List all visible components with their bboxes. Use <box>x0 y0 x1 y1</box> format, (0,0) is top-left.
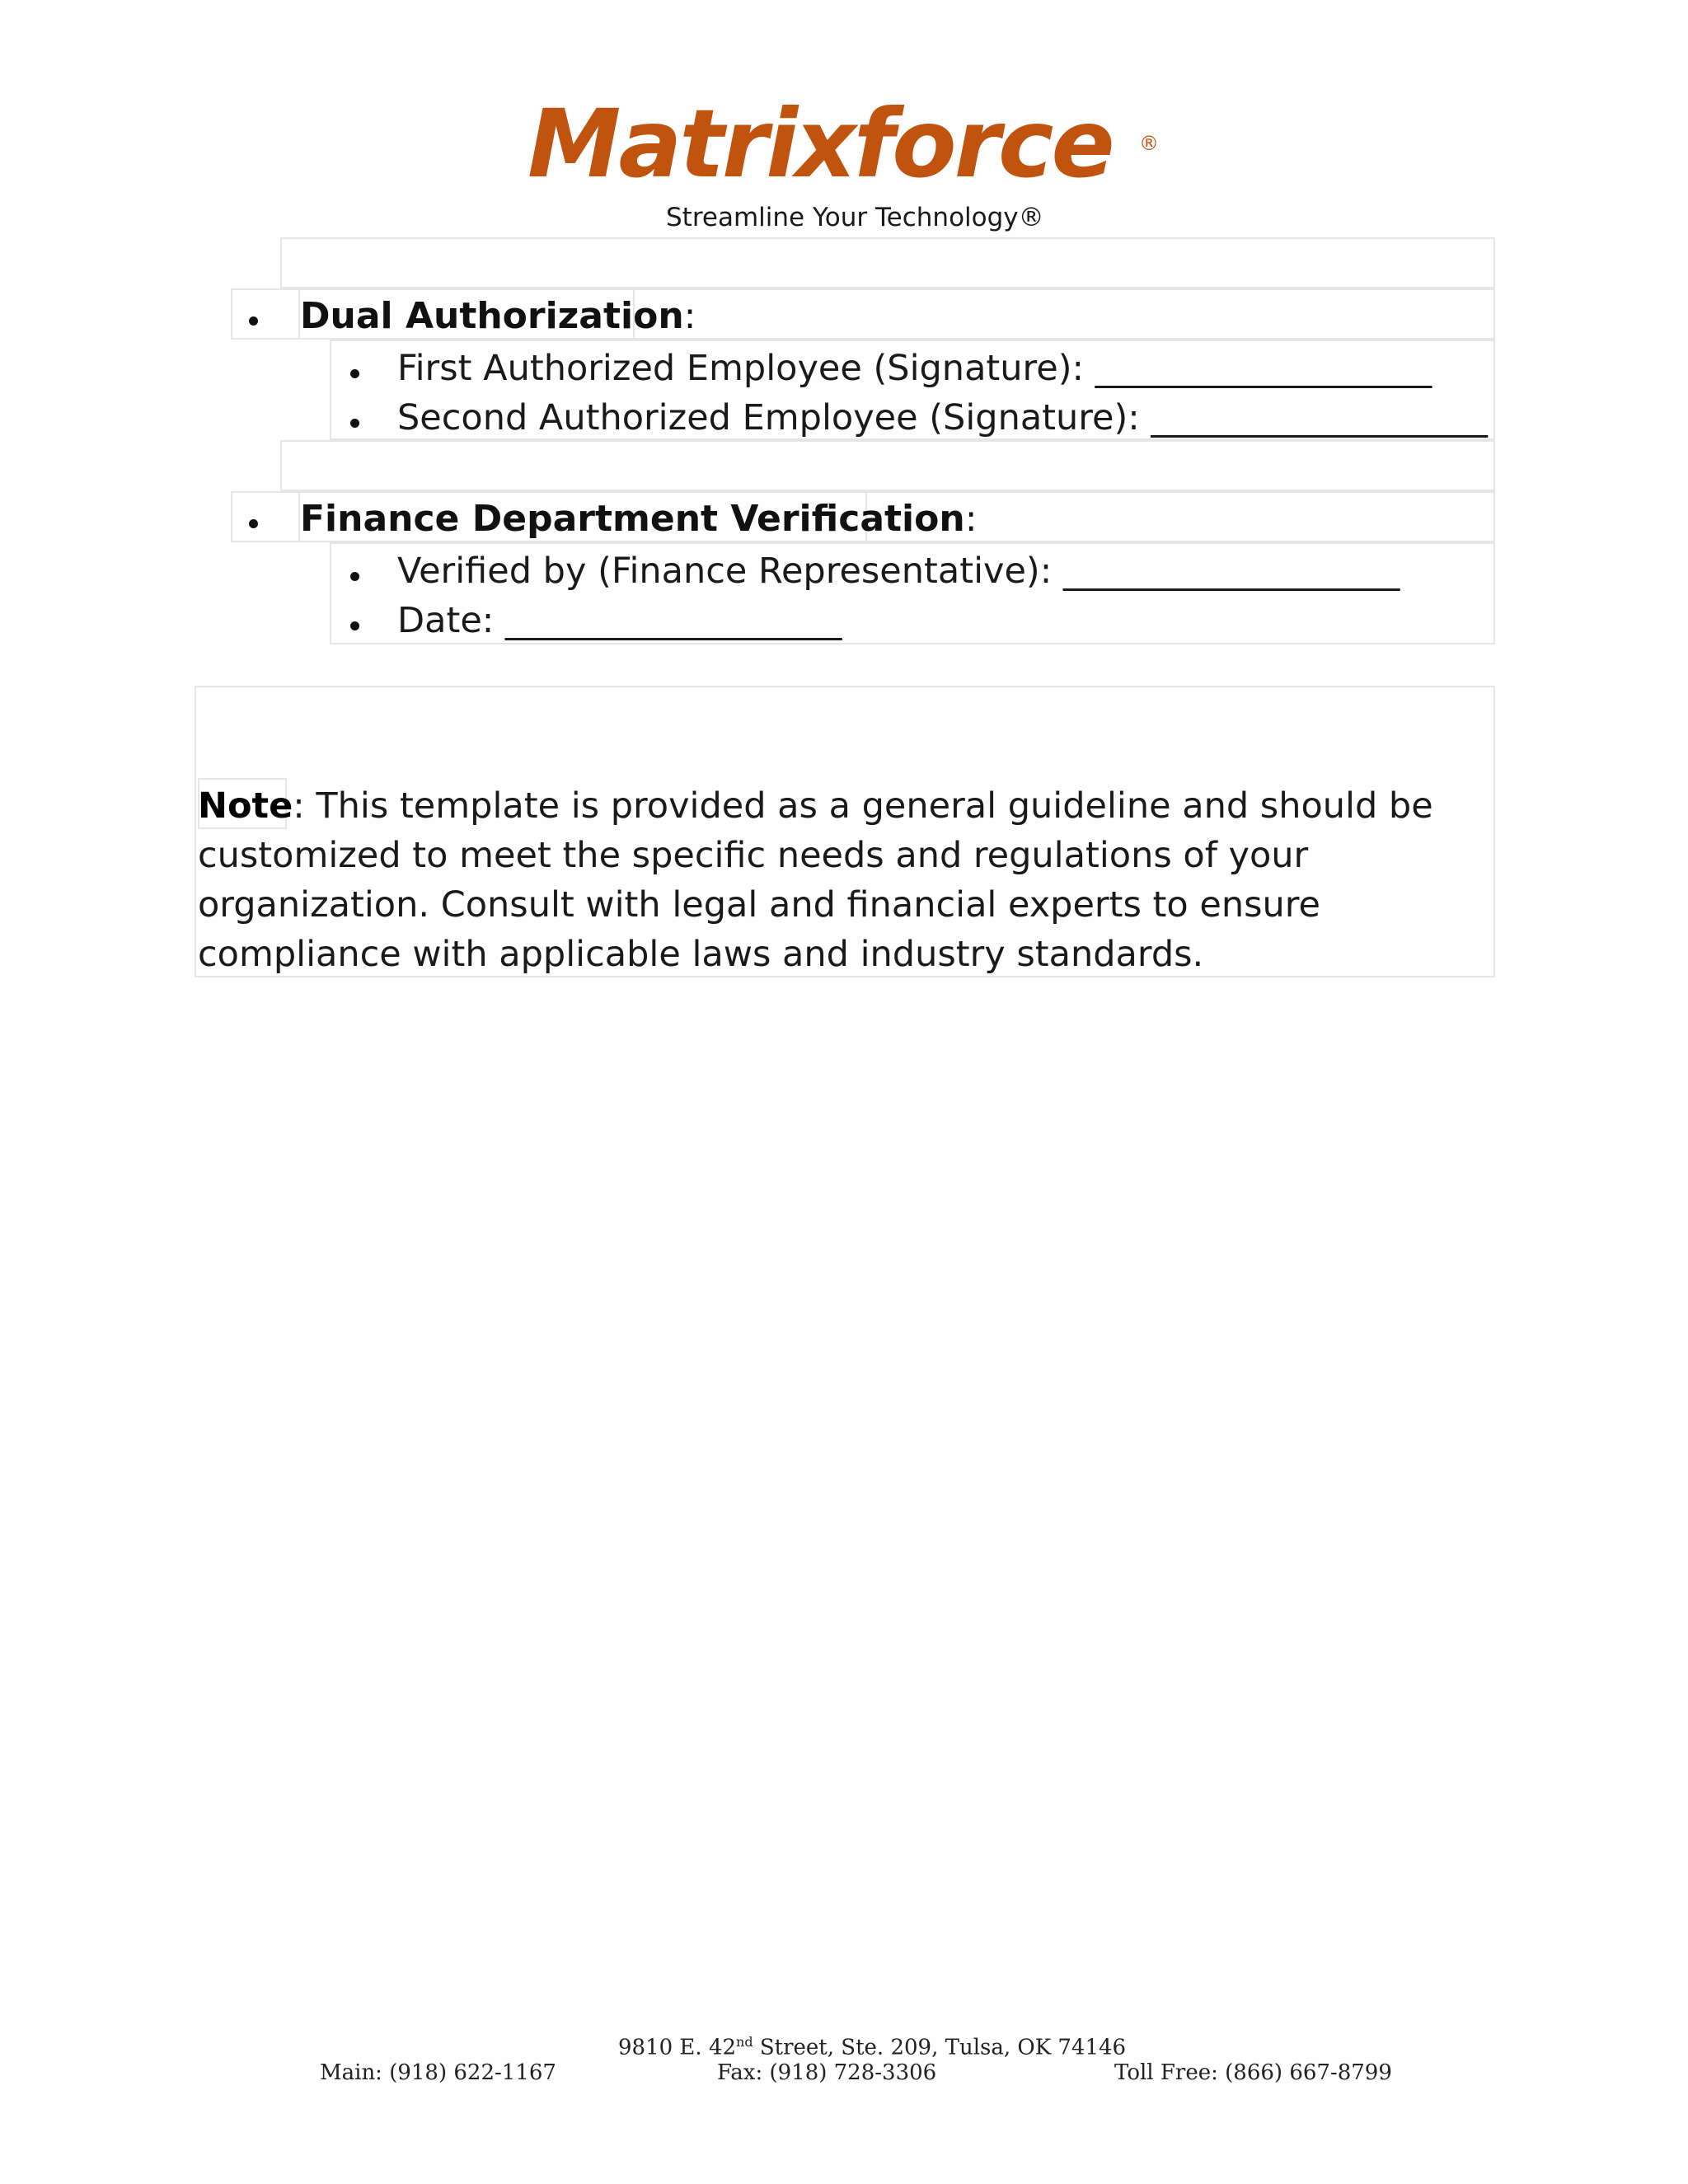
bullet-icon <box>350 621 359 630</box>
footer-main-phone: Main: (918) 622-1167 <box>320 2060 556 2085</box>
section-title <box>300 295 696 337</box>
section-title-text: Dual Authorization <box>300 295 684 337</box>
address-part: Street, Ste. 209, Tulsa, OK 74146 <box>753 2035 1127 2060</box>
footer-fax: Fax: (918) 728-3306 <box>717 2060 937 2085</box>
logo-registered-mark: ® <box>1139 132 1159 155</box>
layout-box <box>280 440 1495 491</box>
bullet-icon <box>350 419 359 428</box>
bullet-icon <box>249 316 258 326</box>
title-colon: : <box>964 498 978 540</box>
bullet-icon <box>350 572 359 581</box>
note-text: : This template is provided as a general guideline and should be customized to meet the specific needs and regulations of your organization. Consult with legal and financial experts to ensure compliance with applicable laws and industry standards. <box>198 785 1433 975</box>
section-title <box>300 498 978 540</box>
footer-toll-free: Toll Free: (866) 667-8799 <box>1114 2060 1392 2085</box>
logo-wordmark: Matrixforce <box>528 89 1113 199</box>
layout-box <box>280 237 1495 288</box>
address-part: 9810 E. 42 <box>618 2035 737 2060</box>
signature-line-first-employee[interactable]: First Authorized Employee (Signature): ___________________ <box>397 348 1432 389</box>
verified-by-line[interactable]: Verified by (Finance Representative): ___________________ <box>397 551 1400 592</box>
note-label: Note <box>198 785 293 827</box>
signature-line-second-employee[interactable]: Second Authorized Employee (Signature): ___________________ <box>397 397 1488 438</box>
bullet-icon <box>249 519 258 528</box>
footer-address <box>618 2036 1126 2059</box>
section-title-text: Finance Department Verification <box>300 498 965 540</box>
logo-tagline: Streamline Your Technology® <box>666 203 1044 232</box>
address-superscript: nd <box>736 2034 753 2050</box>
date-line[interactable]: Date: ___________________ <box>397 600 842 641</box>
company-logo <box>528 89 1170 237</box>
bullet-icon <box>350 369 359 378</box>
title-colon: : <box>683 295 696 337</box>
note-paragraph <box>198 781 1484 979</box>
